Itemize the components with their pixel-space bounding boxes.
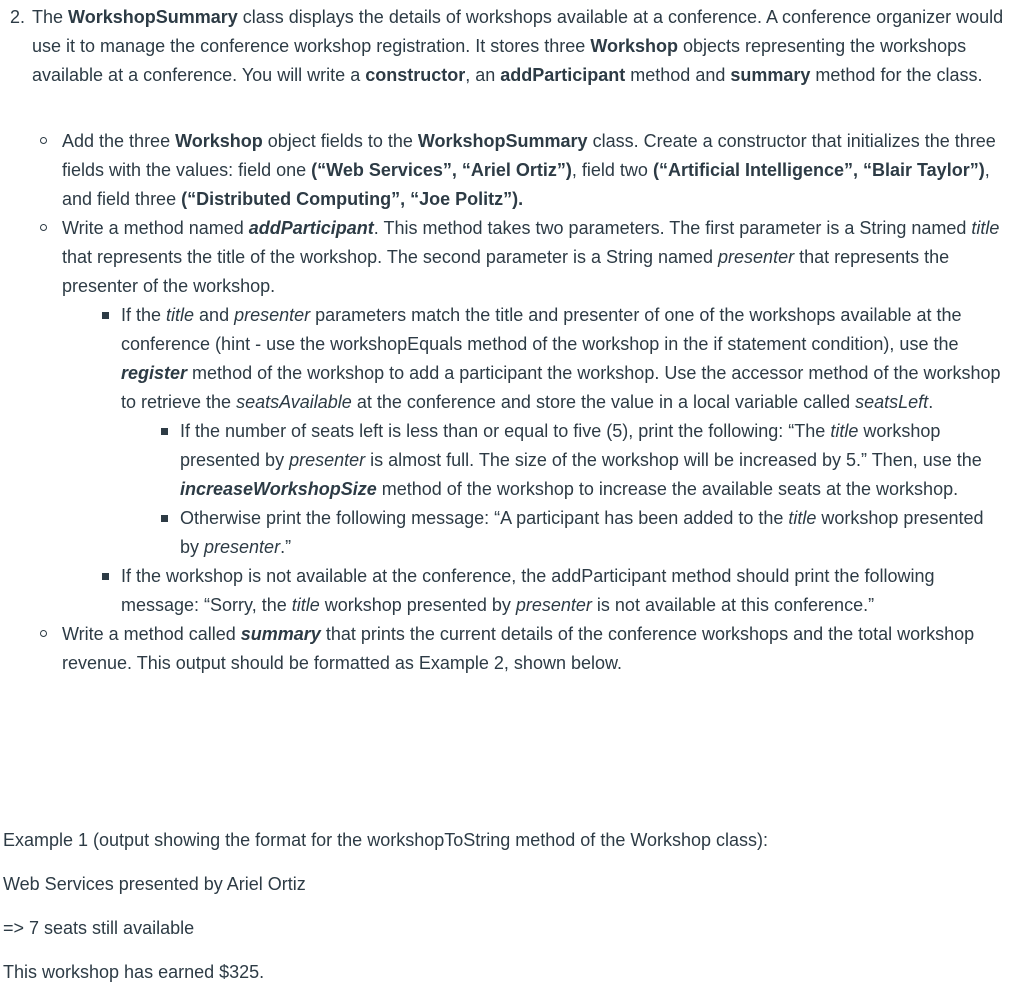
circle-bullet-icon: [40, 137, 47, 144]
detail-not-available: If the workshop is not available at the conference, the addParticipant method should print the following message: “Sorry, the title workshop presented by presenter is not available at this conference.”: [121, 562, 1002, 620]
requirement-summary: Write a method called summary that prints the current details of the conference workshops and the total workshop revenue. This output should be formatted as Example 2, shown below.: [62, 620, 1002, 678]
example-line-2: => 7 seats still available: [3, 918, 195, 938]
circle-bullet-icon: [40, 224, 47, 231]
class-name: WorkshopSummary: [68, 7, 238, 27]
condition-almost-full: If the number of seats left is less than or equal to five (5), print the following: “The title workshop presented by presenter is almost full. The size of the workshop will be increased by 5.” Then, use the increaseWorkshopSize method of the workshop to increase the available seats at the workshop.: [180, 417, 1002, 504]
intro-paragraph: The WorkshopSummary class displays the details of workshops available at a conference. A conference organizer would use it to manage the conference workshop registration. It stores three Workshop objects representing the workshops available at a conference. You will write a constructor, an addParticipant method and summary method for the class.: [32, 7, 1004, 85]
question-intro: [10, 3, 1010, 90]
example-heading: Example 1 (output showing the format for the workshopToString method of the Workshop class):: [3, 830, 769, 850]
square-bullet-icon: [161, 428, 168, 435]
requirements-list: [62, 127, 1002, 678]
question-number: 2.: [10, 7, 26, 27]
square-bullet-icon: [102, 312, 109, 319]
seats-conditions: [180, 417, 1002, 562]
square-bullet-icon: [161, 515, 168, 522]
example-line-1: Web Services presented by Ariel Ortiz: [3, 874, 306, 894]
circle-bullet-icon: [40, 630, 47, 637]
add-participant-details: [121, 301, 1002, 620]
detail-match-case: If the title and presenter parameters match the title and presenter of one of the workshops available at the conference (hint - use the workshopEquals method of the workshop in the if statement condition), use the register method of the workshop to add a participant the workshop. Use the accessor method of the workshop to retrieve the seatsAvailable at the conference and store the value in a local variable called seatsLeft. If the number of seats left is less than or equal to five (5), print the following: “The title workshop presented by presenter is almost full. The size of the workshop will be increased by 5.” Then, use the increaseWorkshopSize method of the workshop to increase the available seats at the workshop. Otherwise print the following message: “A participant has been added to the title workshop presented by presenter.”: [121, 301, 1002, 562]
example-line-3: This workshop has earned $325.: [3, 962, 265, 982]
square-bullet-icon: [102, 573, 109, 580]
condition-otherwise: Otherwise print the following message: “A participant has been added to the title workshop presented by presenter.”: [180, 504, 1002, 562]
example-output: [3, 826, 1003, 1002]
requirement-add-participant: Write a method named addParticipant. This method takes two parameters. The first parameter is a String named title that represents the title of the workshop. The second parameter is a String named presenter that represents the presenter of the workshop. If the title and presenter parameters match the title and presenter of one of the workshops available at the conference (hint - use the workshopEquals method of the workshop in the if statement condition), use the register method of the workshop to add a participant the workshop. Use the accessor method of the workshop to retrieve the seatsAvailable at the conference and store the value in a local variable called seatsLeft. If the number of seats left is less than or equal to five (5), print the following: “The title workshop presented by presenter is almost full. The size of the workshop will be increased by 5.” Then, use the increaseWorkshopSize method of the workshop to increase the available seats at the workshop. Otherwise print the following message: “A participant has been added to the title workshop presented by presenter.” If the workshop is not available at the conference, the addParticipant method should print the following message: “Sorry, the title workshop presented by presenter is not available at this conference.”: [62, 214, 1002, 620]
requirement-constructor: Add the three Workshop object fields to the WorkshopSummary class. Create a constructor that initializes the three fields with the values: field one (“Web Services”, “Ariel Ortiz”), field two (“Artificial Intelligence”, “Blair Taylor”), and field three (“Distributed Computing”, “Joe Politz”).: [62, 127, 1002, 214]
